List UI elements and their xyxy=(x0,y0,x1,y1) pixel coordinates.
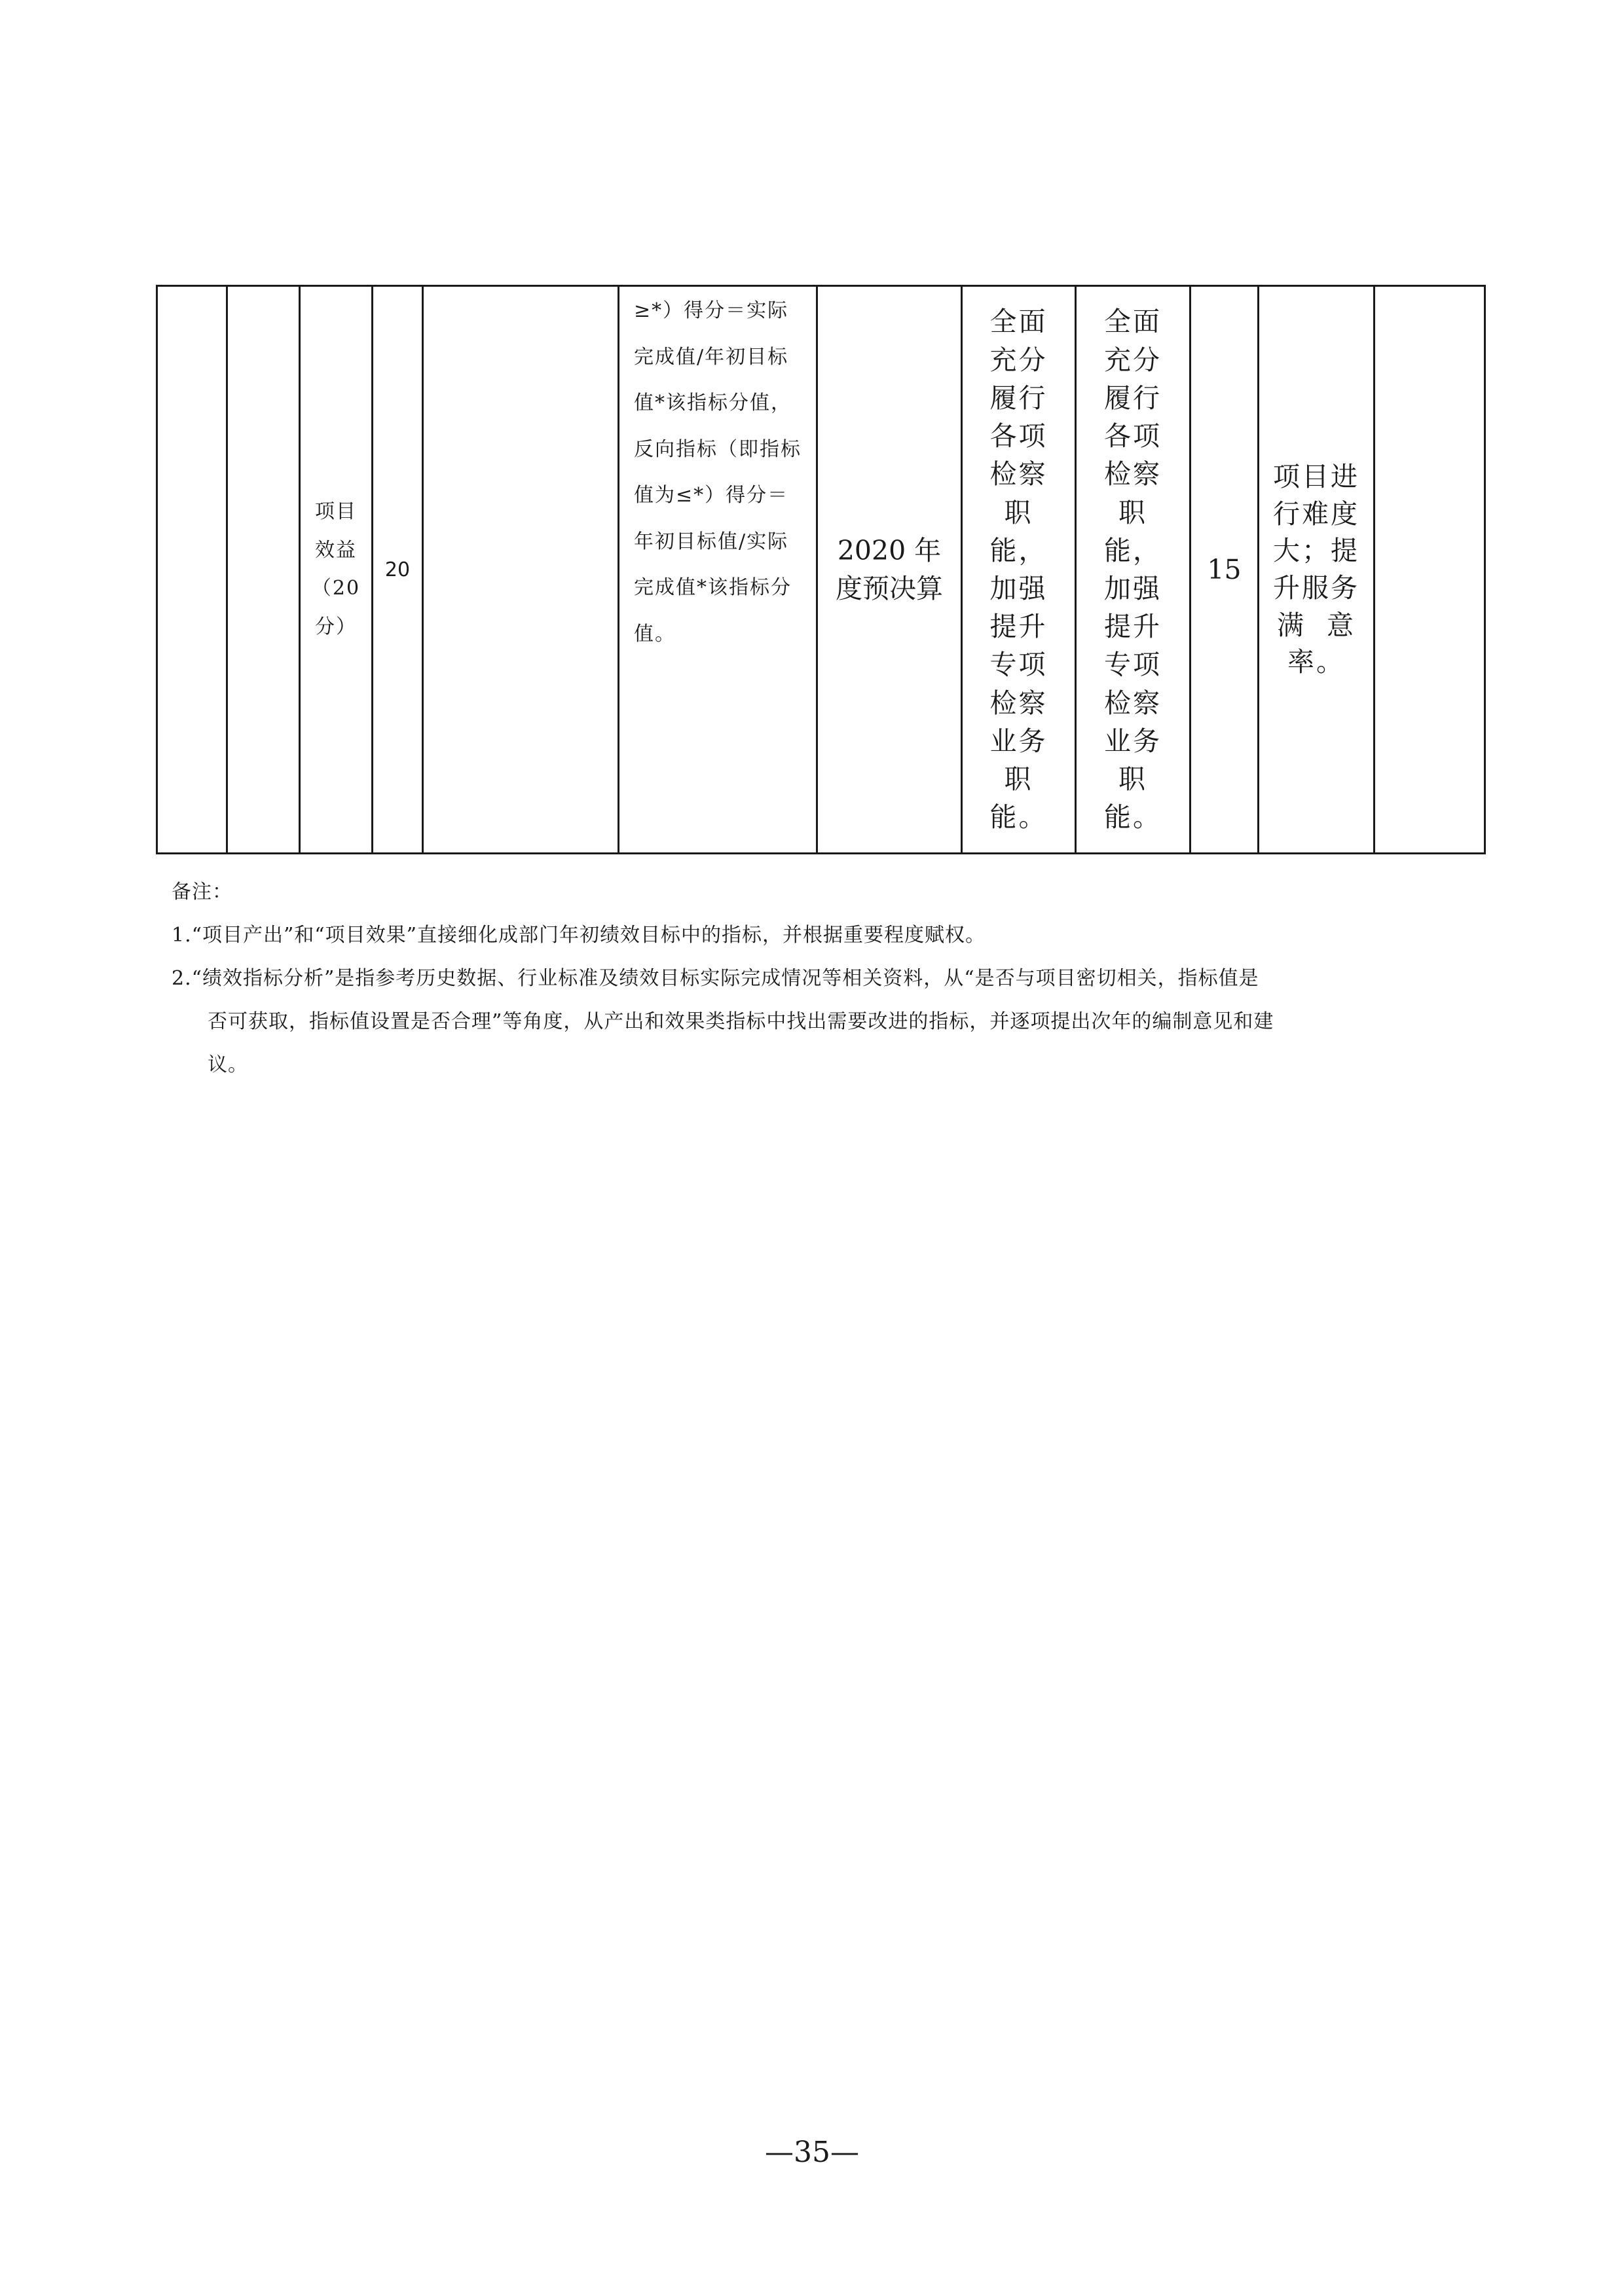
deviation-reason: 项目进 行难度 大；提 升服务 满 意 率。 xyxy=(1273,461,1359,678)
data-source: 2020 年 度预决算 xyxy=(836,534,943,604)
formula-line: 值*该指标分值， xyxy=(634,392,792,414)
target-value: 全面 充分 履行 各项 检察 职 能， 加强 提升 专项 检察 业务 职 能。 xyxy=(989,306,1048,833)
notes-heading: 备注： xyxy=(172,881,232,903)
actual-value: 全面 充分 履行 各项 检察 职 能， 加强 提升 专项 检察 业务 职 能。 xyxy=(1104,306,1162,833)
formula-line: 完成值*该指标分 xyxy=(634,576,792,599)
data-source-cell xyxy=(818,287,961,852)
note-line: 2.“绩效指标分析”是指参考历史数据、行业标准及绩效目标实际完成情况等相关资料，从“是否与项目密切相关，指标值是 xyxy=(172,967,1259,990)
formula-line: 反向指标（即指标 xyxy=(634,437,802,461)
actual-value-cell xyxy=(1077,287,1189,852)
formula-line: 年初目标值/实际 xyxy=(634,530,789,553)
target-value-cell xyxy=(963,287,1075,852)
col-border xyxy=(1373,285,1375,854)
deviation-reason-cell xyxy=(1259,287,1373,852)
category-label: 项目 效益 （20 分） xyxy=(311,500,361,638)
table-bottom-border xyxy=(156,852,1486,854)
formula-line: 值。 xyxy=(634,622,676,646)
formula-line: 值为≤*）得分＝ xyxy=(634,484,789,507)
note-line: 议。 xyxy=(208,1053,248,1076)
category-cell xyxy=(301,287,371,852)
notes-section xyxy=(172,871,1274,1087)
formula-line: ≥*）得分＝实际 xyxy=(634,299,789,322)
note-line: 否可获取，指标值设置是否合理”等角度，从产出和效果类指标中找出需要改进的指标，并逐项提出次年的编制意见和建 xyxy=(208,1010,1274,1033)
col-border xyxy=(156,285,158,854)
col-border xyxy=(618,285,619,854)
note-line: 1.“项目产出”和“项目效果”直接细化成部门年初绩效目标中的指标，并根据重要程度赋权。 xyxy=(172,924,986,947)
score: 15 xyxy=(1207,554,1242,585)
col-border xyxy=(1484,285,1486,854)
score-cell xyxy=(1191,287,1257,852)
formula-line: 完成值/年初目标 xyxy=(634,345,789,369)
category-score: 20 xyxy=(384,558,411,581)
scoring-formula xyxy=(634,288,816,657)
col-border xyxy=(422,285,424,854)
page-number: —35— xyxy=(765,2136,859,2169)
category-score-cell xyxy=(373,287,422,852)
col-border xyxy=(226,285,228,854)
